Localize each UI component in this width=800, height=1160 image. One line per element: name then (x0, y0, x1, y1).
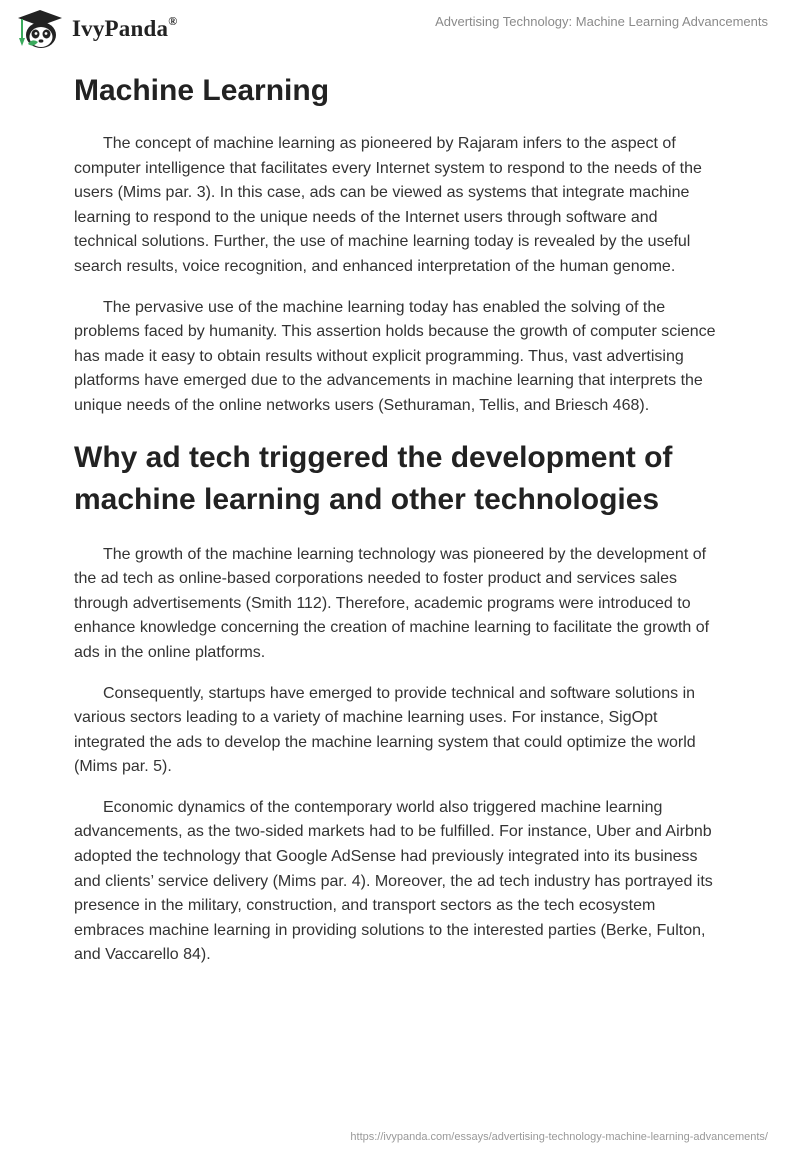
paragraph: The pervasive use of the machine learning today has enabled the solving of the problems faced by humanity. This assertion holds because the growth of computer science has made it easy to obtain results without explicit programming. Thus, vast advertising platforms have emerged due to the advancements in machine learning that interprets the unique needs of the online networks users (Sethuraman, Tellis, and Briesch 468). (74, 298, 716, 414)
panda-graduation-cap-icon (14, 8, 66, 50)
section-heading-ad-tech: Why ad tech triggered the development of machine learning and other technologies (74, 440, 673, 516)
paragraph: The growth of the machine learning technology was pioneered by the development of the ad tech as online-based corporations needed to foster product and services sales through advertisements (Smith 112). Therefore, academic programs were introduced to enhance knowledge concerning the creation of machine learning to facilitate the growth of ads in the online platforms. (74, 545, 710, 661)
logo-text: IvyPanda (72, 16, 169, 41)
essay-body (74, 70, 724, 984)
registered-mark: ® (168, 14, 178, 28)
source-url[interactable]: https://ivypanda.com/essays/advertising-technology-machine-learning-advancements/ (350, 1131, 768, 1143)
ivypanda-logo[interactable] (14, 8, 177, 50)
paragraph: Consequently, startups have emerged to provide technical and software solutions in various sectors leading to a variety of machine learning uses. For instance, SigOpt integrated the ads to develop the machine learning system that could optimize the world (Mims par. 5). (74, 684, 696, 776)
paragraph: The concept of machine learning as pioneered by Rajaram infers to the aspect of computer intelligence that facilitates every Internet system to respond to the needs of the users (Mims par. 3). In this case, ads can be viewed as systems that integrate machine learning to respond to the unique needs of the Internet users through software and technical solutions. Further, the use of machine learning today is revealed by the useful search results, voice recognition, and enhanced interpretation of the human genome. (74, 135, 702, 275)
paragraph: Economic dynamics of the contemporary world also triggered machine learning advancements, as the two-sided markets had to be fulfilled. For instance, Uber and Airbnb adopted the technology that Google AdSense had previously integrated into its business and clients’ service delivery (Mims par. 4). Moreover, the ad tech industry has portrayed its presence in the military, construction, and transport sectors as the tech ecosystem embraces machine learning in providing solutions to the interested parties (Berke, Fulton, and Vaccarello 84). (74, 798, 713, 964)
section-heading-machine-learning: Machine Learning (74, 74, 330, 107)
page-header (0, 0, 800, 60)
logo-wordmark (72, 16, 177, 42)
running-title: Advertising Technology: Machine Learning Advancements (435, 14, 768, 29)
